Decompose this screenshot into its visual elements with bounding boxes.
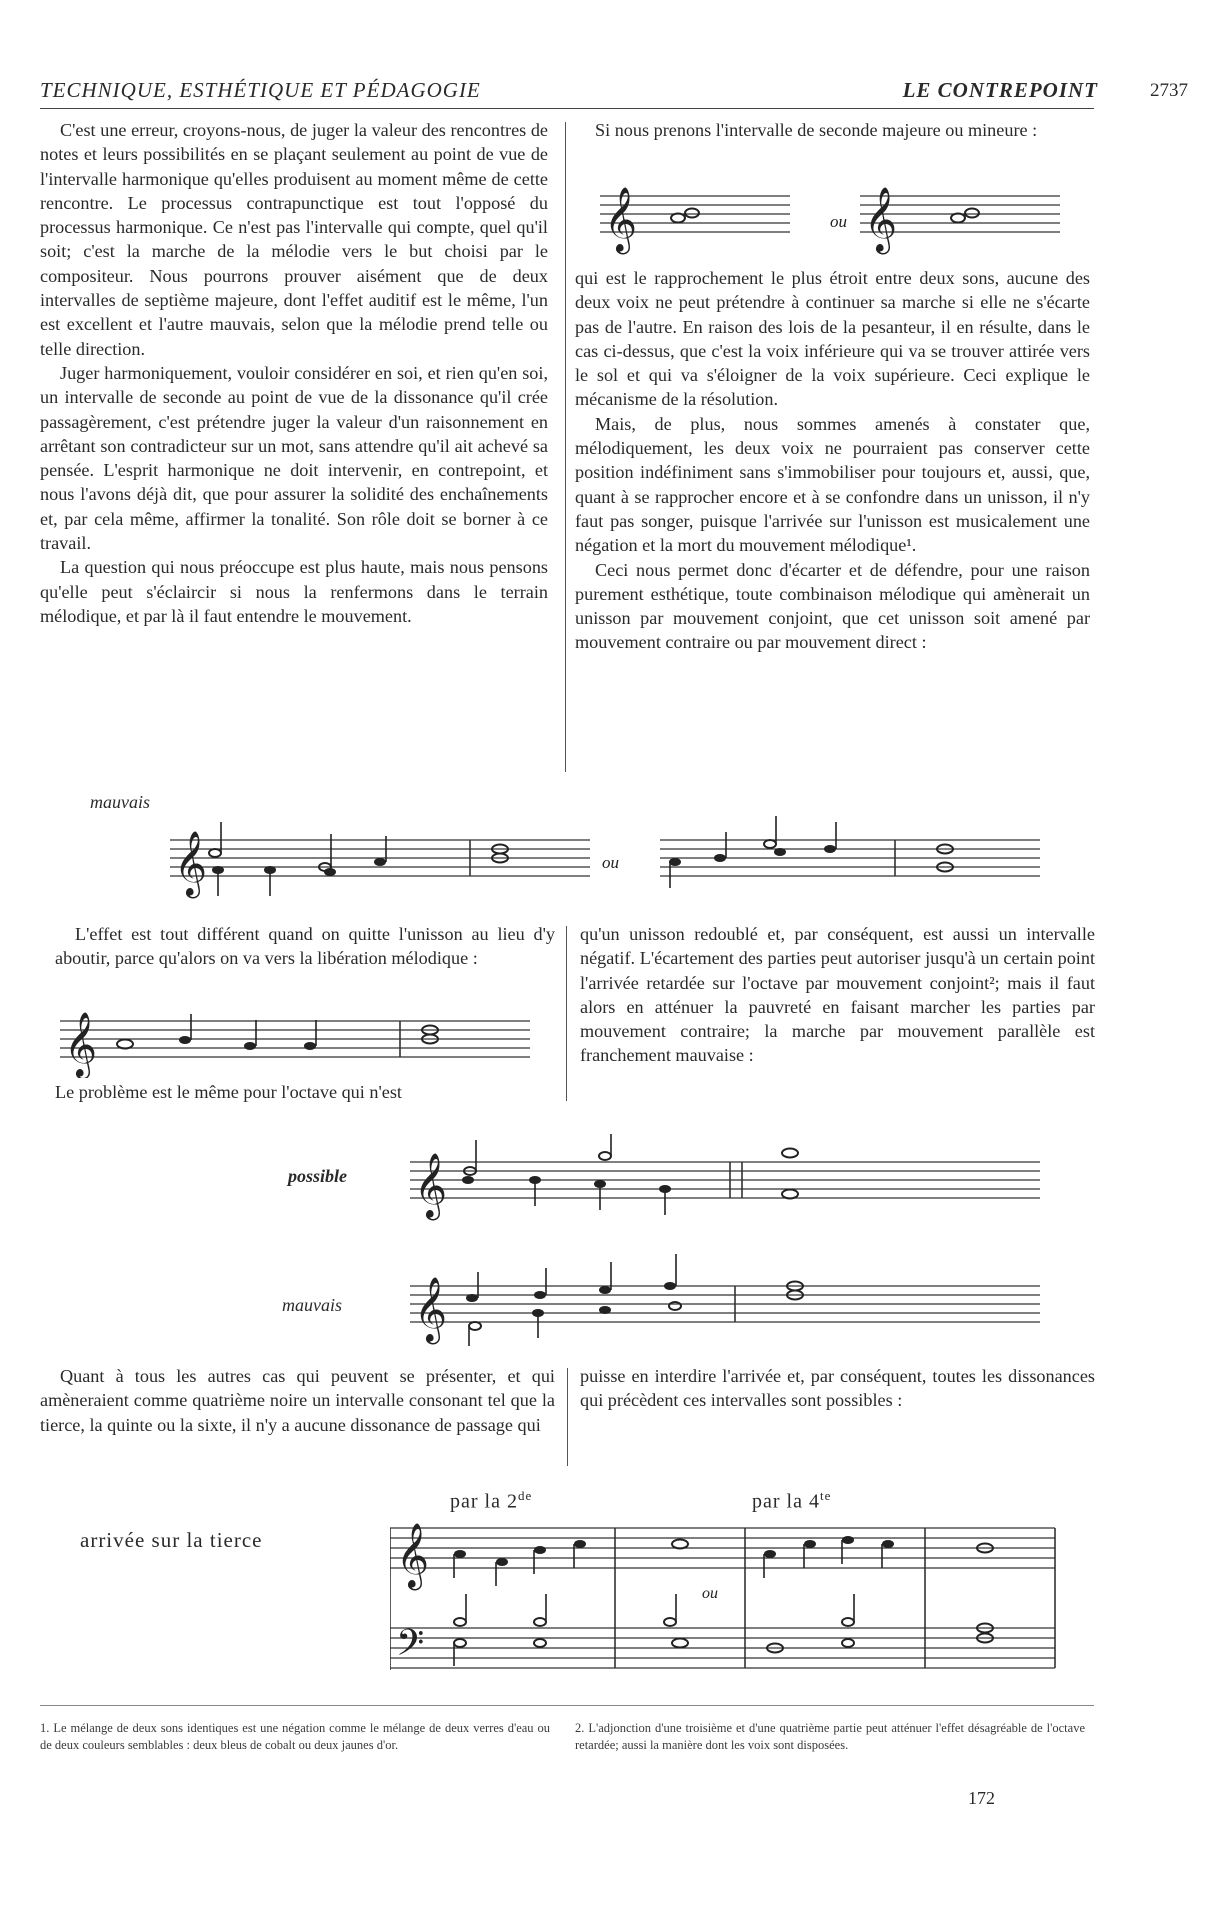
music-example-unisson bbox=[170, 812, 1050, 902]
example-label-arrivee: arrivée sur la tierce bbox=[80, 1528, 263, 1552]
example-label-possible: possible bbox=[288, 1166, 348, 1186]
svg-text:𝄞: 𝄞 bbox=[414, 1153, 448, 1218]
left-column-3 bbox=[40, 1364, 555, 1437]
svg-text:𝄞: 𝄞 bbox=[864, 187, 898, 252]
column-divider bbox=[567, 1368, 568, 1466]
header-page-number: 2737 bbox=[1150, 80, 1188, 101]
column-divider bbox=[566, 926, 567, 1101]
svg-text:ou: ou bbox=[702, 1585, 718, 1602]
example-label-mauvais-2: mauvais bbox=[282, 1295, 342, 1315]
paragraph: puisse en interdire l'arrivée et, par conséquent, toutes les dissonances qui précèdent ces intervalles sont possibles : bbox=[580, 1366, 1095, 1411]
header-rule bbox=[40, 108, 1094, 109]
paragraph: Quant à tous les autres cas qui peuvent se présenter, et qui amèneraient comme quatrième noire un intervalle consonant tel que la tierce, la quinte ou la sixte, il n'y a aucune dissonance de passage qui bbox=[40, 1366, 555, 1435]
svg-text:𝄞: 𝄞 bbox=[414, 1277, 448, 1342]
svg-text:𝄞: 𝄞 bbox=[396, 1523, 430, 1588]
svg-text:𝄢: 𝄢 bbox=[396, 1622, 425, 1673]
music-example-liberation bbox=[60, 1006, 540, 1078]
ou-label: ou bbox=[830, 212, 847, 231]
svg-text:𝄞: 𝄞 bbox=[174, 831, 208, 896]
right-column-1-intro bbox=[575, 118, 1090, 142]
paragraph: Le problème est le même pour l'octave qui n'est bbox=[55, 1082, 402, 1102]
right-column-2 bbox=[580, 922, 1095, 1068]
par-la-4-sup: te bbox=[819, 1488, 832, 1503]
page-number: 172 bbox=[968, 1788, 995, 1808]
paragraph: Mais, de plus, nous sommes amenés à constater que, mélodiquement, les deux voix ne pourraient pas conserver cette position indéfiniment sans s'immobiliser pour toujours et, aussi, que, quant à se rapprocher encore et à se confondre dans un unisson, il n'y faut pas songer, puisque l'arrivée sur l'unisson est musicalement une négation et la mort du mouvement mélodique¹. bbox=[575, 413, 1090, 556]
running-header-left: TECHNIQUE, ESTHÉTIQUE ET PÉDAGOGIE bbox=[40, 78, 481, 102]
music-example-octave-mauvais bbox=[410, 1250, 1050, 1350]
svg-text:ou: ou bbox=[602, 853, 619, 872]
par-la-4-text: par la 4 bbox=[752, 1490, 820, 1513]
svg-text:𝄞: 𝄞 bbox=[64, 1012, 98, 1077]
left-column-2 bbox=[55, 922, 555, 971]
example-label-mauvais: mauvais bbox=[90, 792, 150, 812]
footnote-rule bbox=[40, 1705, 1094, 1706]
left-column-2-after bbox=[55, 1080, 555, 1104]
footnote-1: 1. Le mélange de deux sons identiques est une négation comme le mélange de deux verres d'eau ou de deux couleurs semblables : deux bleus de cobalt ou deux jaunes d'or. bbox=[40, 1721, 550, 1752]
column-divider bbox=[565, 122, 566, 772]
music-example-octave-possible bbox=[410, 1132, 1050, 1222]
footnote-2: 2. L'adjonction d'une troisième et d'une quatrième partie peut atténuer l'effet désagréable de l'octave retardée; aussi la manière dont les voix sont disposées. bbox=[575, 1721, 1085, 1752]
paragraph: L'effet est tout différent quand on quitte l'unisson au lieu d'y aboutir, parce qu'alors on va vers la libération mélodique : bbox=[55, 924, 555, 969]
right-column-3 bbox=[580, 1364, 1095, 1413]
right-column-1 bbox=[575, 266, 1090, 655]
running-header-right: LE CONTREPOINT bbox=[902, 78, 1098, 102]
paragraph: Ceci nous permet donc d'écarter et de défendre, pour une raison purement esthétique, toute combinaison mélodique qui amènerait un unisson par mouvement conjoint, que cet unisson soit amené par mouvement contraire ou par mouvement direct : bbox=[575, 559, 1090, 653]
paragraph: qu'un unisson redoublé et, par conséquent, est aussi un intervalle négatif. L'écartement des parties peut autoriser jusqu'à un certain point l'arrivée retardée sur l'octave par mouvement conjoint²; mais il faut alors en atténuer la pauvreté en faisant marcher les parties par mouvement contraire; la marche par mouvement parallèle est franchement mauvaise : bbox=[580, 924, 1095, 1066]
left-column-1 bbox=[40, 118, 548, 628]
par-la-2-sup: de bbox=[517, 1488, 533, 1503]
paragraph: La question qui nous préoccupe est plus haute, mais nous pensons qu'elle peut s'éclaircir si nous la renfermons dans le terrain mélodique, et par là il faut entendre le mouvement. bbox=[40, 557, 548, 626]
svg-text:𝄞: 𝄞 bbox=[604, 187, 638, 252]
paragraph: qui est le rapprochement le plus étroit entre deux sons, aucune des deux voix ne peut prétendre à continuer sa marche si elle ne s'écarte pas de l'autre. En raison des lois de la pesanteur, il en résulte, dans le cas ci-dessus, que c'est la voix inférieure qui va se trouver attirée vers le sol et qui va s'éloigner de la voix supérieure. Ceci explique le mécanisme de la résolution. bbox=[575, 268, 1090, 410]
paragraph: Juger harmoniquement, vouloir considérer en soi, et rien qu'en soi, un intervalle de seconde au point de vue de la dissonance qu'il crée passagèrement, c'est prétendre juger la valeur d'un raisonnement en arrêtant son contradicteur sur un mot, sans attendre qu'il ait achevé sa pensée. L'esprit harmonique ne doit intervenir, en contrepoint, et nous l'avons déjà dit, que pour assurer la solidité des enchaînements et, par cela même, affirmer la tonalité. Son rôle doit se borner à ce travail. bbox=[40, 362, 548, 554]
par-la-2-text: par la 2 bbox=[450, 1490, 518, 1513]
paragraph: C'est une erreur, croyons-nous, de juger la valeur des rencontres de notes et leurs possibilités en se plaçant seulement au point de vue de l'intervalle harmonique qu'elles produisent au moment même de cette rencontre. Le processus contrapunctique est tout l'opposé du processus harmonique. Ce n'est pas l'intervalle qui compte, quel qu'il soit; c'est la marche de la mélodie vers le but choisi par le compositeur. Nous pourrons prouver aisément que de deux intervalles de septième majeure, dont l'effet auditif est le même, l'un est excellent et l'autre mauvais, selon que la mélodie prend telle ou telle direction. bbox=[40, 120, 548, 359]
music-example-seconds bbox=[600, 178, 1070, 258]
paragraph: Si nous prenons l'intervalle de seconde majeure ou mineure : bbox=[595, 120, 1038, 140]
music-example-tierce bbox=[390, 1510, 1060, 1690]
